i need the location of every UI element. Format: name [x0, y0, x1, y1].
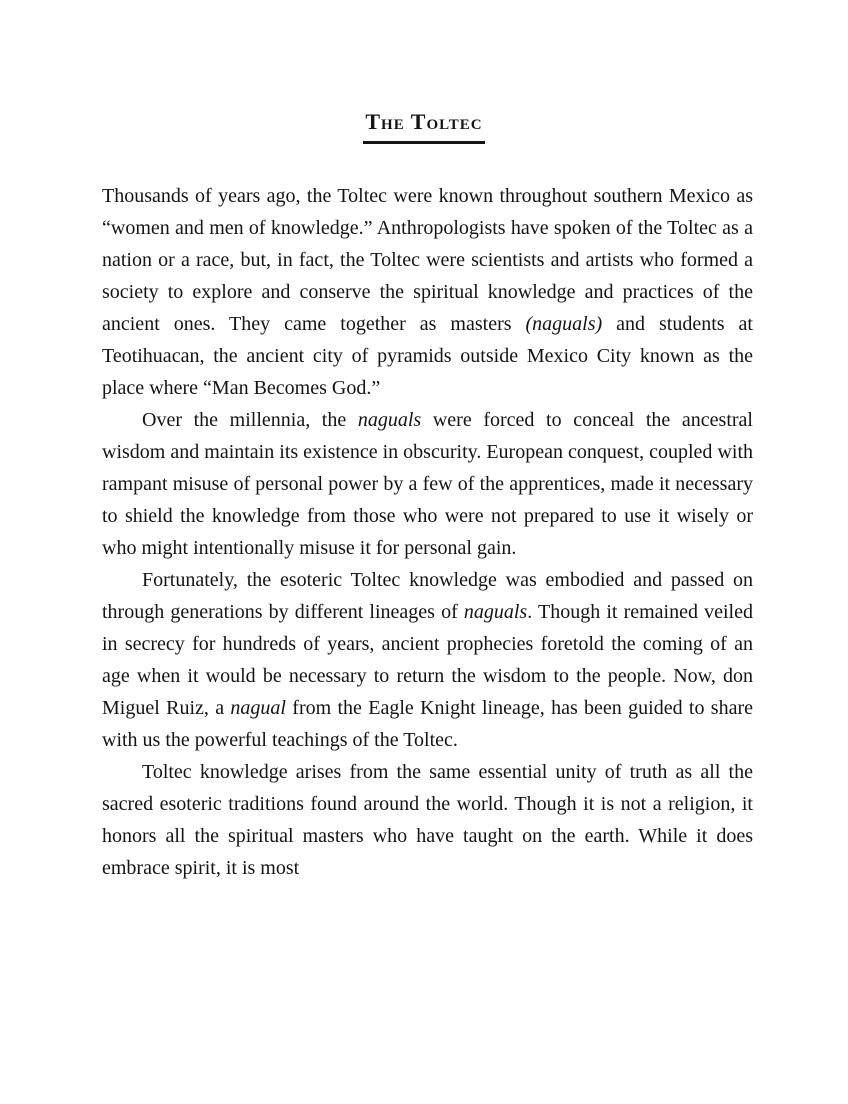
italic-text: naguals [357, 409, 422, 431]
italic-text: nagual [230, 697, 286, 719]
body-text [102, 180, 753, 884]
paragraph: Fortunately, the esoteric Toltec knowledge was embodied and passed on through generations by different lineages of naguals. Though it remained veiled in secrecy for hundreds of years, ancient prophecies foretold the coming of an age when it would be necessary to return the wisdom to the people. Now, don Miguel Ruiz, a nagual from the Eagle Knight lineage, has been guided to share with us the powerful teachings of the Toltec. [102, 569, 753, 751]
italic-text: (naguals) [525, 313, 603, 335]
paragraph: Thousands of years ago, the Toltec were known throughout southern Mexico as “women and men of knowledge.” Anthropologists have spoken of the Toltec as a nation or a race, but, in fact, the Toltec were scientists and artists who formed a society to explore and conserve the spiritual knowledge and practices of the ancient ones. They came together as masters (naguals) and students at Teotihuacan, the ancient city of pyramids outside Mexico City known as the place where “Man Becomes God.” [102, 185, 753, 399]
title-container [0, 110, 848, 144]
chapter-title: The Toltec [363, 110, 484, 144]
paragraph: Toltec knowledge arises from the same essential unity of truth as all the sacred esoteric traditions found around the world. Though it is not a religion, it honors all the spiritual masters who have taught on the earth. While it does embrace spirit, it is most [102, 761, 753, 879]
paragraph: Over the millennia, the naguals were forced to conceal the ancestral wisdom and maintain its existence in obscurity. European conquest, coupled with rampant misuse of personal power by a few of the apprentices, made it necessary to shield the knowledge from those who were not prepared to use it wisely or who might intentionally misuse it for personal gain. [102, 409, 753, 559]
italic-text: naguals [463, 601, 528, 623]
